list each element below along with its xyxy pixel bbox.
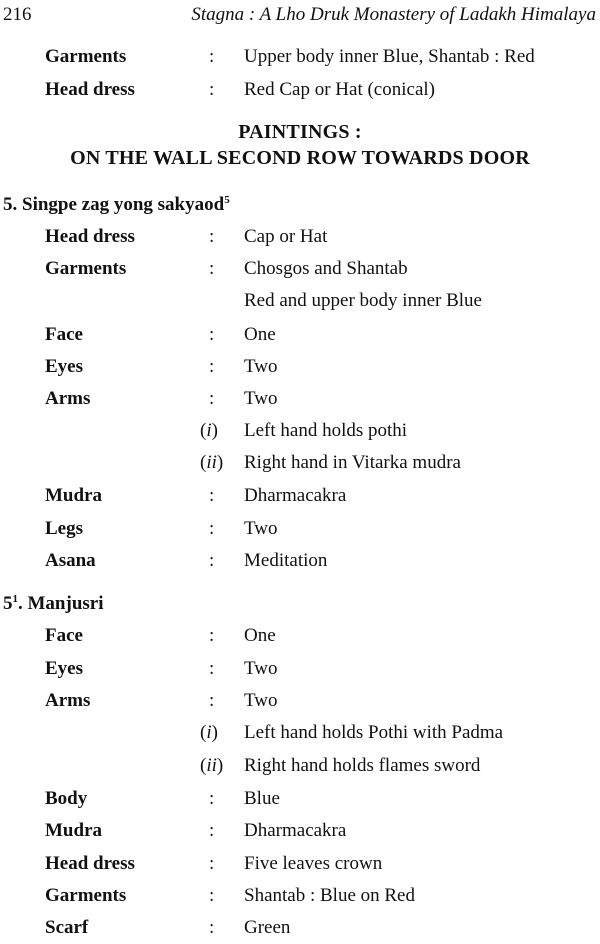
- attribute-row: [0, 322, 600, 348]
- attribute-value: Green: [244, 917, 291, 938]
- attribute-label: Garments: [45, 258, 127, 279]
- attribute-label: Face: [45, 324, 83, 345]
- separator: :: [209, 79, 215, 100]
- separator: :: [209, 550, 215, 571]
- attribute-value: Blue: [244, 788, 280, 809]
- list-numeral: (i): [200, 420, 218, 441]
- attribute-row: [0, 450, 600, 476]
- attribute-value: Right hand in Vitarka mudra: [244, 452, 461, 473]
- entry-title: [3, 591, 104, 617]
- footnote-marker: 1: [12, 593, 18, 605]
- attribute-row: [0, 786, 600, 812]
- attribute-label: Asana: [45, 550, 96, 571]
- attribute-row: [0, 418, 600, 444]
- separator: :: [209, 690, 215, 711]
- attribute-row: [0, 656, 600, 682]
- attribute-label: Face: [45, 625, 83, 646]
- list-numeral: (ii): [200, 452, 224, 473]
- attribute-row: [0, 288, 600, 314]
- attribute-row: [0, 354, 600, 380]
- attribute-value: Two: [244, 658, 278, 679]
- separator: :: [209, 485, 215, 506]
- attribute-label: Head dress: [45, 79, 135, 100]
- section-subheading: ON THE WALL SECOND ROW TOWARDS DOOR: [70, 147, 530, 169]
- attribute-value: One: [244, 324, 276, 345]
- separator: :: [209, 820, 215, 841]
- attribute-row: [0, 915, 600, 941]
- page-header: [0, 4, 600, 30]
- attribute-row: [0, 753, 600, 779]
- attribute-value: One: [244, 625, 276, 646]
- section-heading: PAINTINGS :: [238, 121, 362, 143]
- attribute-value: Two: [244, 388, 278, 409]
- attribute-label: Eyes: [45, 356, 83, 377]
- list-numeral: (i): [200, 722, 218, 743]
- attribute-value: Left hand holds pothi: [244, 420, 408, 441]
- attribute-label: Body: [45, 788, 88, 809]
- attribute-value: Two: [244, 356, 278, 377]
- attribute-row: [0, 688, 600, 714]
- footnote-marker: 5: [224, 194, 230, 206]
- attribute-row: [0, 851, 600, 877]
- attribute-label: Head dress: [45, 853, 135, 874]
- attribute-row: [0, 44, 600, 70]
- separator: :: [209, 356, 215, 377]
- attribute-value: Right hand holds flames sword: [244, 755, 481, 776]
- attribute-row: [0, 483, 600, 509]
- attribute-label: Legs: [45, 518, 83, 539]
- page-number: 216: [3, 4, 32, 25]
- separator: :: [209, 324, 215, 345]
- separator: :: [209, 853, 215, 874]
- list-numeral: (ii): [200, 755, 224, 776]
- attribute-value: Dharmacakra: [244, 485, 347, 506]
- separator: :: [209, 388, 215, 409]
- attribute-value: Two: [244, 690, 278, 711]
- attribute-value: Dharmacakra: [244, 820, 347, 841]
- attribute-label: Head dress: [45, 226, 135, 247]
- attribute-value: Shantab : Blue on Red: [244, 885, 415, 906]
- separator: :: [209, 226, 215, 247]
- attribute-row: [0, 256, 600, 282]
- attribute-row: [0, 548, 600, 574]
- attribute-value: Red Cap or Hat (conical): [244, 79, 435, 100]
- attribute-label: Scarf: [45, 917, 89, 938]
- attribute-value: Two: [244, 518, 278, 539]
- attribute-label: Garments: [45, 46, 127, 67]
- attribute-value: Meditation: [244, 550, 328, 571]
- attribute-value: Cap or Hat: [244, 226, 328, 247]
- attribute-value: Red and upper body inner Blue: [244, 290, 482, 311]
- attribute-label: Garments: [45, 885, 127, 906]
- attribute-label: Arms: [45, 388, 91, 409]
- attribute-label: Eyes: [45, 658, 83, 679]
- attribute-value: Upper body inner Blue, Shantab : Red: [244, 46, 535, 67]
- separator: :: [209, 258, 215, 279]
- attribute-label: Mudra: [45, 485, 102, 506]
- separator: :: [209, 46, 215, 67]
- attribute-row: [0, 818, 600, 844]
- entry-number: 5: [3, 593, 13, 614]
- attribute-row: [0, 720, 600, 746]
- separator: :: [209, 518, 215, 539]
- attribute-value: Left hand holds Pothi with Padma: [244, 722, 504, 743]
- attribute-value: Five leaves crown: [244, 853, 383, 874]
- entry-title-text: . Manjusri: [18, 593, 104, 614]
- attribute-row: [0, 386, 600, 412]
- entry-title-text: 5. Singpe zag yong sakyaod: [3, 194, 225, 215]
- attribute-label: Arms: [45, 690, 91, 711]
- attribute-row: [0, 224, 600, 250]
- entry-title: [3, 192, 230, 218]
- separator: :: [209, 788, 215, 809]
- attribute-value: Chosgos and Shantab: [244, 258, 408, 279]
- separator: :: [209, 625, 215, 646]
- running-title: Stagna : A Lho Druk Monastery of Ladakh Himalaya: [191, 4, 596, 25]
- separator: :: [209, 885, 215, 906]
- attribute-row: [0, 623, 600, 649]
- attribute-label: Mudra: [45, 820, 102, 841]
- attribute-row: [0, 883, 600, 909]
- separator: :: [209, 658, 215, 679]
- attribute-row: [0, 77, 600, 103]
- separator: :: [209, 917, 215, 938]
- attribute-row: [0, 516, 600, 542]
